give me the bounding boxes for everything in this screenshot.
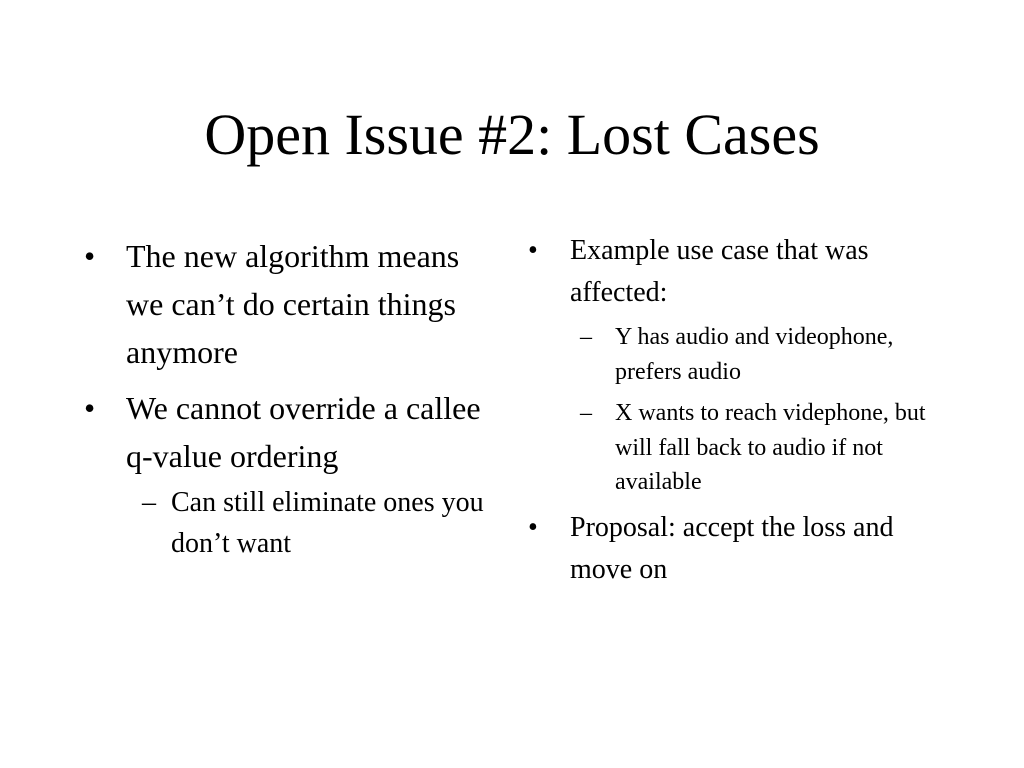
slide-title: Open Issue #2: Lost Cases bbox=[204, 102, 820, 167]
dash-icon: – bbox=[580, 324, 592, 350]
bullet-text: The new algorithm means we can’t do certain things anymore bbox=[126, 238, 460, 370]
bullet-item bbox=[528, 507, 948, 591]
bullet-text: Proposal: accept the loss and move on bbox=[570, 511, 894, 585]
sub-bullet-item bbox=[580, 396, 948, 500]
right-column-bullets bbox=[528, 230, 948, 597]
sub-bullet-text: Can still eliminate ones you don’t want bbox=[171, 487, 484, 559]
sub-bullet-text: X wants to reach videphone, but will fall back to audio if not available bbox=[615, 400, 926, 495]
sub-bullet-text: Y has audio and videophone, prefers audio bbox=[615, 324, 894, 385]
left-column-bullets bbox=[84, 232, 504, 564]
bullet-dot-icon: • bbox=[84, 390, 96, 426]
sub-bullet-item bbox=[142, 482, 504, 564]
bullet-dot-icon: • bbox=[528, 235, 538, 266]
bullet-dot-icon: • bbox=[528, 511, 538, 543]
bullet-text: Example use case that was affected: bbox=[570, 235, 869, 308]
bullet-dot-icon: • bbox=[84, 238, 96, 274]
bullet-text: We cannot override a callee q-value ordering bbox=[126, 390, 481, 474]
dash-icon: – bbox=[142, 487, 156, 518]
sub-bullet-item bbox=[580, 320, 948, 389]
bullet-item bbox=[528, 230, 948, 314]
dash-icon: – bbox=[580, 400, 592, 426]
bullet-item bbox=[84, 232, 504, 376]
bullet-item bbox=[84, 384, 504, 480]
